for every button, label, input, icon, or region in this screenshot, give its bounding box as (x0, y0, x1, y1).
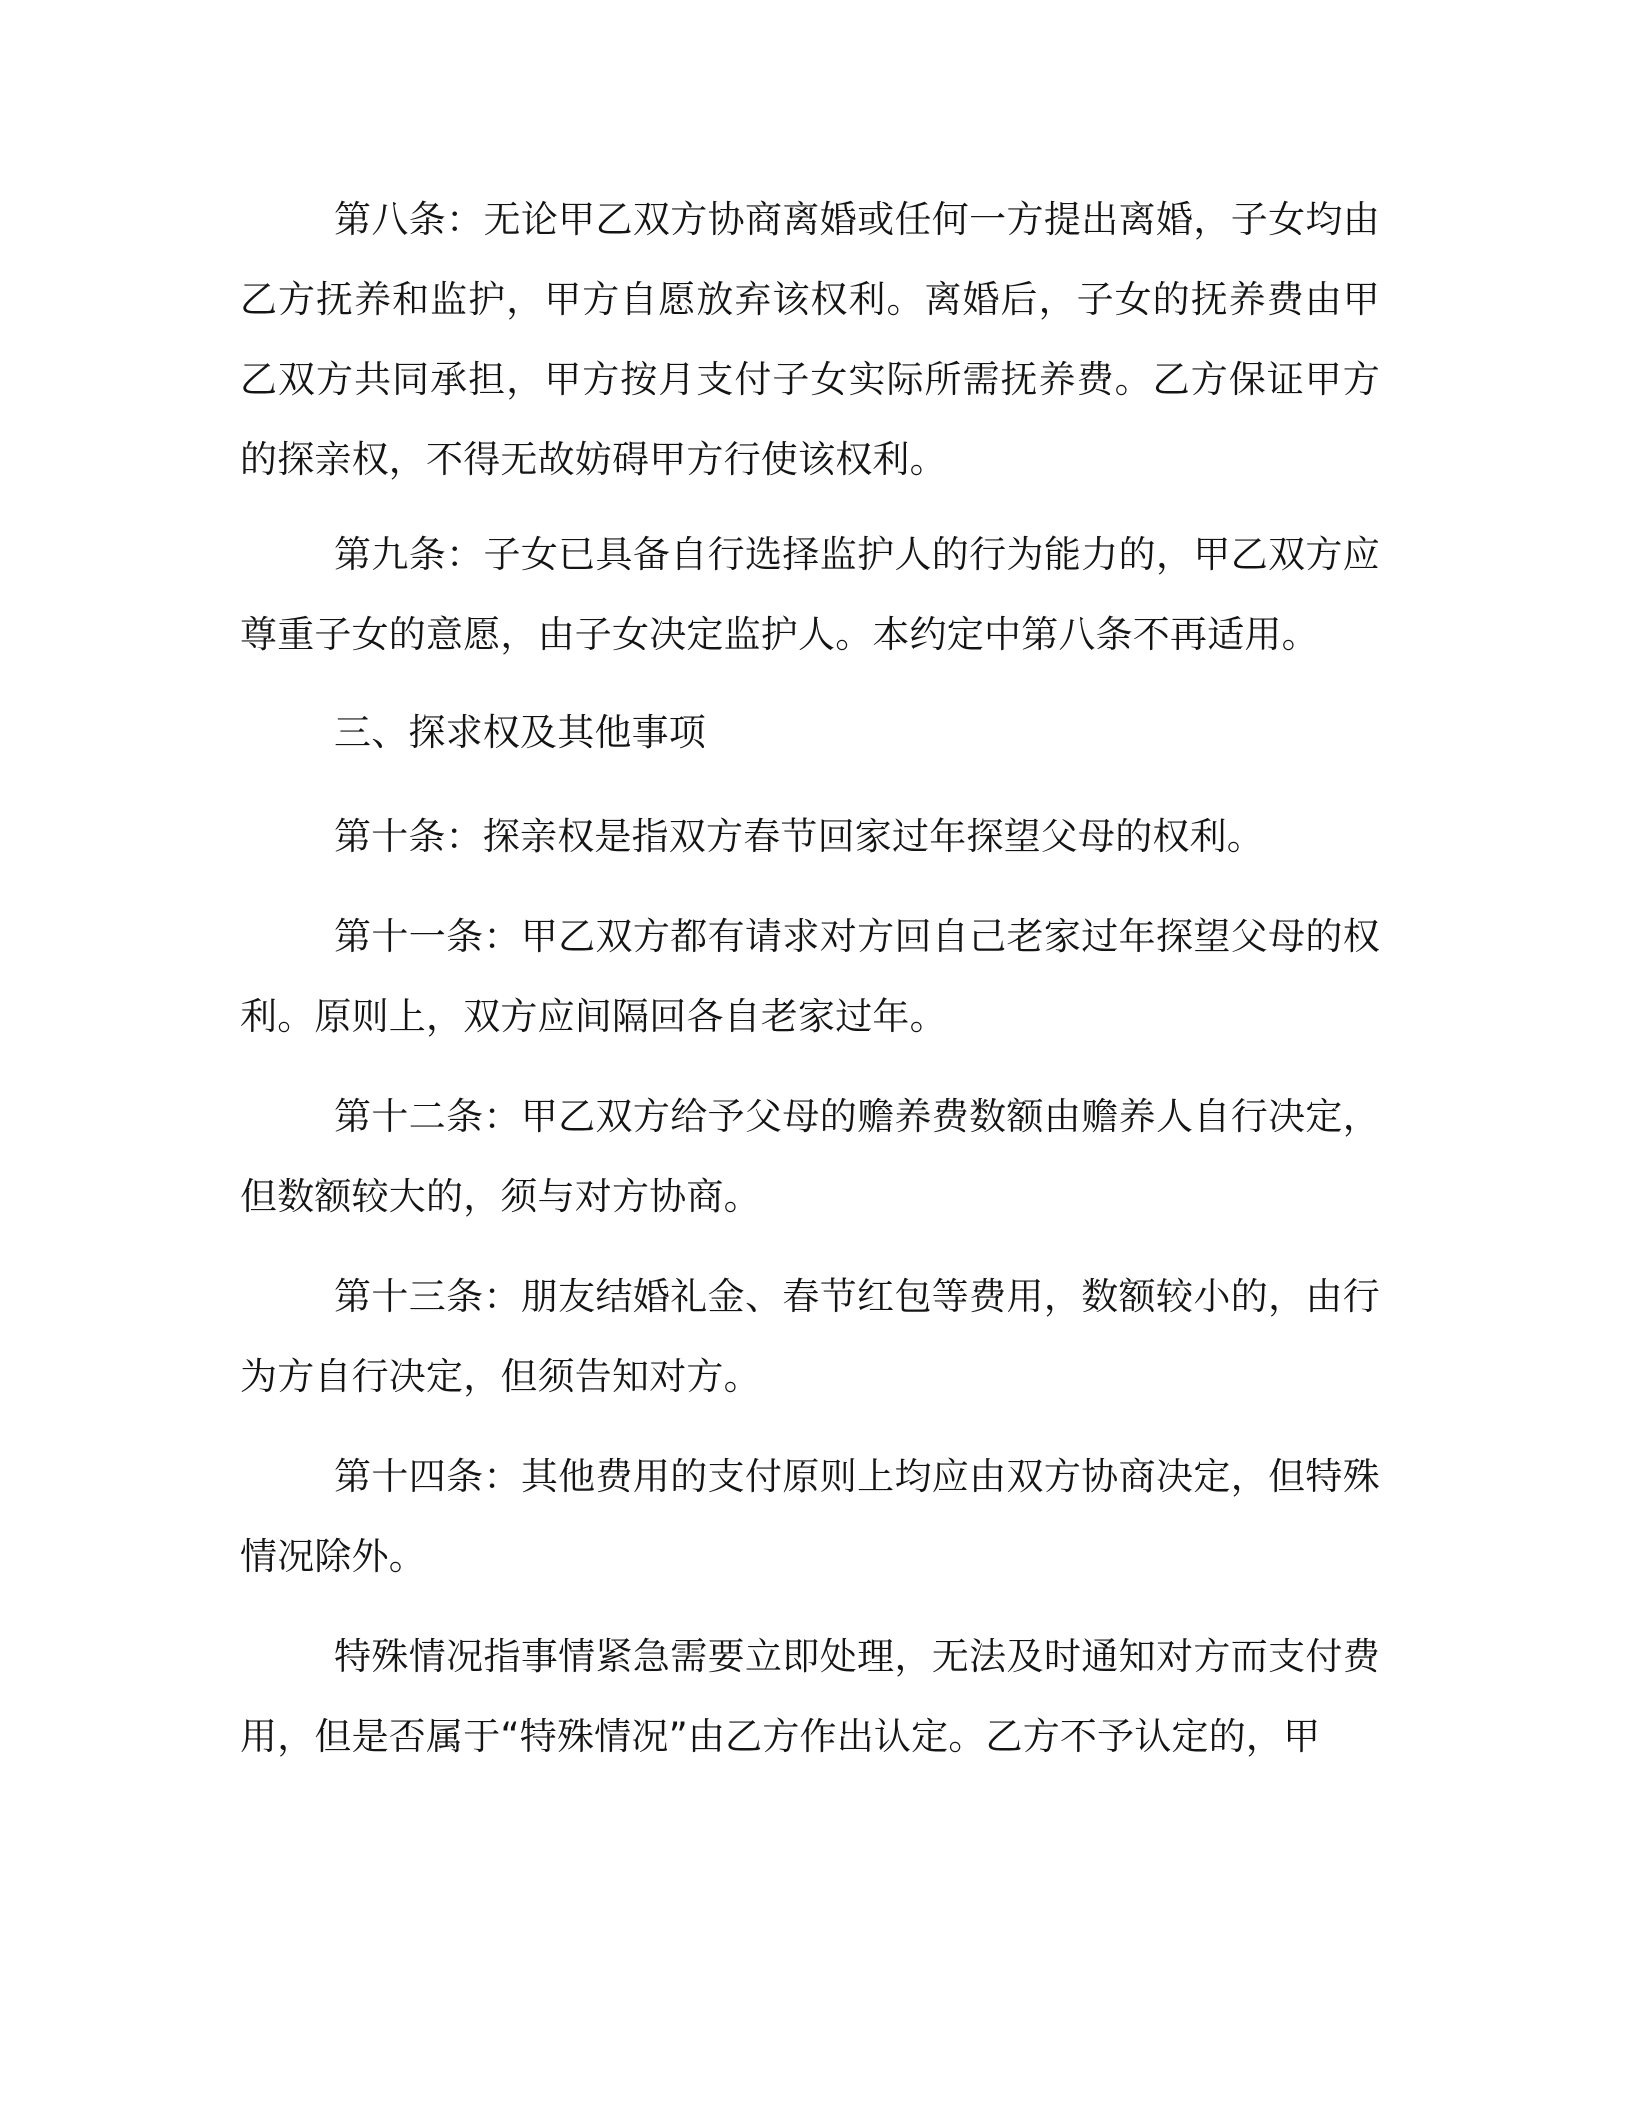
paragraph-article-12: 第十二条：甲乙双方给予父母的赡养费数额由赡养人自行决定，但数额较大的，须与对方协商。 (240, 1095, 1380, 1218)
paragraph-article-9: 第九条：子女已具备自行选择监护人的行为能力的，甲乙双方应尊重子女的意愿，由子女决定监护人。本约定中第八条不再适用。 (240, 533, 1380, 656)
paragraph-article-10: 第十条：探亲权是指双方春节回家过年探望父母的权利。 (334, 815, 1264, 858)
paragraph-special-circumstances: 特殊情况指事情紧急需要立即处理，无法及时通知对方而支付费用，但是否属于“特殊情况”由乙方作出认定。乙方不予认定的，甲 (240, 1635, 1380, 1758)
section-heading-visitation: 三、探求权及其他事项 (334, 711, 706, 754)
paragraph-article-8: 第八条：无论甲乙双方协商离婚或任何一方提出离婚，子女均由乙方抚养和监护，甲方自愿放弃该权利。离婚后，子女的抚养费由甲乙双方共同承担，甲方按月支付子女实际所需抚养费。乙方保证甲方的探亲权，不得无故妨碍甲方行使该权利。 (240, 198, 1380, 481)
paragraph-article-14: 第十四条：其他费用的支付原则上均应由双方协商决定，但特殊情况除外。 (240, 1455, 1380, 1578)
paragraph-article-11: 第十一条：甲乙双方都有请求对方回自己老家过年探望父母的权利。原则上，双方应间隔回各自老家过年。 (240, 915, 1380, 1038)
paragraph-article-13: 第十三条：朋友结婚礼金、春节红包等费用，数额较小的，由行为方自行决定，但须告知对方。 (240, 1275, 1380, 1398)
